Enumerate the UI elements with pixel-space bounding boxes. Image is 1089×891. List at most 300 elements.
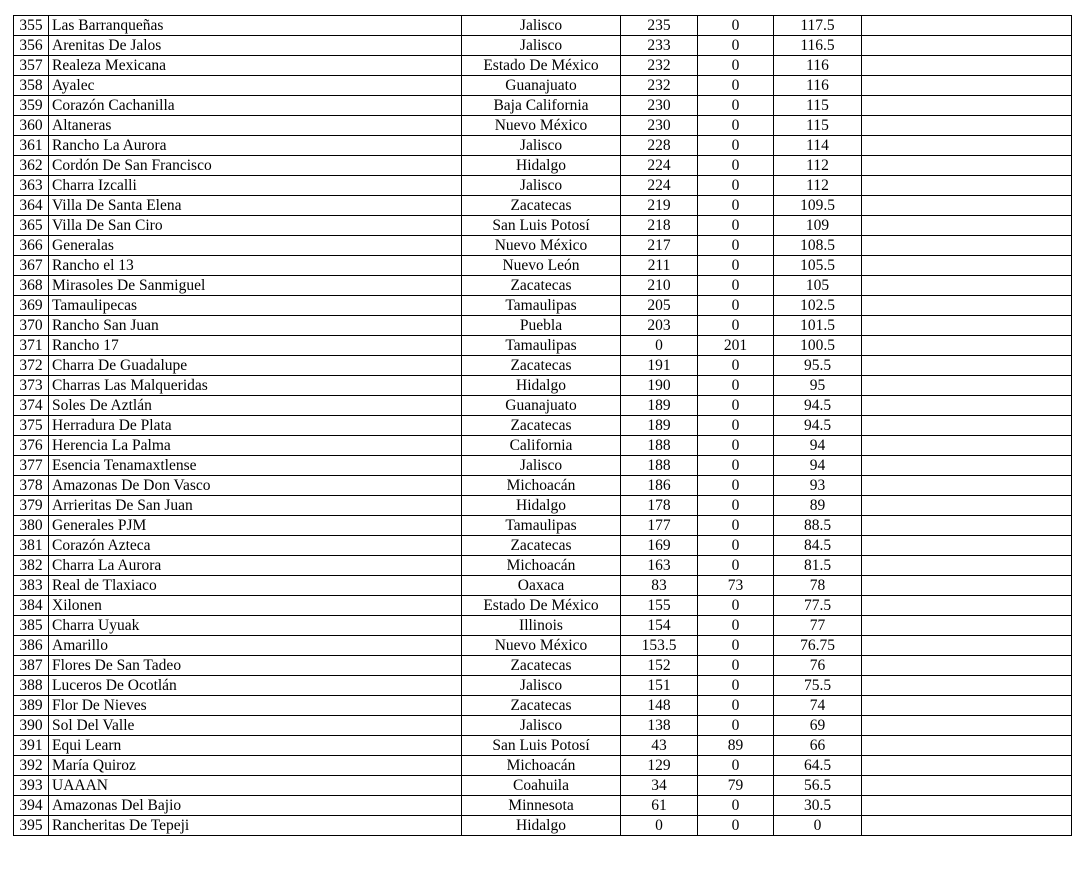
points-b-cell: 0: [698, 416, 774, 436]
points-b-cell: 0: [698, 136, 774, 156]
state-cell: Hidalgo: [462, 156, 621, 176]
empty-cell: [862, 336, 1072, 356]
table-row: [14, 556, 1072, 576]
empty-cell: [862, 496, 1072, 516]
team-name-cell: Amazonas Del Bajio: [49, 796, 462, 816]
rank-cell: 383: [14, 576, 49, 596]
points-a-cell: 235: [621, 16, 698, 36]
points-b-cell: 0: [698, 716, 774, 736]
state-cell: Estado De México: [462, 596, 621, 616]
points-a-cell: 219: [621, 196, 698, 216]
total-cell: 115: [774, 96, 862, 116]
points-b-cell: 0: [698, 316, 774, 336]
rank-cell: 376: [14, 436, 49, 456]
empty-cell: [862, 816, 1072, 836]
empty-cell: [862, 116, 1072, 136]
empty-cell: [862, 96, 1072, 116]
team-name-cell: Corazón Cachanilla: [49, 96, 462, 116]
team-name-cell: Villa De Santa Elena: [49, 196, 462, 216]
total-cell: 81.5: [774, 556, 862, 576]
empty-cell: [862, 296, 1072, 316]
table-row: [14, 96, 1072, 116]
table-row: [14, 636, 1072, 656]
state-cell: San Luis Potosí: [462, 736, 621, 756]
team-name-cell: Xilonen: [49, 596, 462, 616]
points-a-cell: 211: [621, 256, 698, 276]
points-b-cell: 0: [698, 816, 774, 836]
table-row: [14, 116, 1072, 136]
team-name-cell: Villa De San Ciro: [49, 216, 462, 236]
points-a-cell: 188: [621, 456, 698, 476]
table-row: [14, 196, 1072, 216]
team-name-cell: Equi Learn: [49, 736, 462, 756]
points-a-cell: 230: [621, 116, 698, 136]
empty-cell: [862, 476, 1072, 496]
points-a-cell: 232: [621, 56, 698, 76]
rank-cell: 370: [14, 316, 49, 336]
table-row: [14, 176, 1072, 196]
points-a-cell: 129: [621, 756, 698, 776]
points-b-cell: 0: [698, 156, 774, 176]
total-cell: 0: [774, 816, 862, 836]
empty-cell: [862, 556, 1072, 576]
points-a-cell: 152: [621, 656, 698, 676]
state-cell: Illinois: [462, 616, 621, 636]
state-cell: Baja California: [462, 96, 621, 116]
empty-cell: [862, 676, 1072, 696]
state-cell: Tamaulipas: [462, 336, 621, 356]
rank-cell: 362: [14, 156, 49, 176]
state-cell: Tamaulipas: [462, 296, 621, 316]
state-cell: Oaxaca: [462, 576, 621, 596]
rank-cell: 365: [14, 216, 49, 236]
points-a-cell: 217: [621, 236, 698, 256]
rank-cell: 373: [14, 376, 49, 396]
total-cell: 69: [774, 716, 862, 736]
empty-cell: [862, 776, 1072, 796]
state-cell: Nuevo México: [462, 116, 621, 136]
table-row: [14, 216, 1072, 236]
state-cell: Nuevo México: [462, 636, 621, 656]
points-b-cell: 0: [698, 796, 774, 816]
points-a-cell: 232: [621, 76, 698, 96]
points-b-cell: 0: [698, 56, 774, 76]
state-cell: Jalisco: [462, 456, 621, 476]
rank-cell: 394: [14, 796, 49, 816]
rank-cell: 381: [14, 536, 49, 556]
empty-cell: [862, 756, 1072, 776]
points-a-cell: 138: [621, 716, 698, 736]
rank-cell: 371: [14, 336, 49, 356]
points-b-cell: 0: [698, 636, 774, 656]
total-cell: 94.5: [774, 416, 862, 436]
empty-cell: [862, 736, 1072, 756]
points-a-cell: 228: [621, 136, 698, 156]
rank-cell: 361: [14, 136, 49, 156]
points-a-cell: 188: [621, 436, 698, 456]
table-row: [14, 756, 1072, 776]
rank-cell: 366: [14, 236, 49, 256]
team-name-cell: Mirasoles De Sanmiguel: [49, 276, 462, 296]
empty-cell: [862, 536, 1072, 556]
state-cell: Minnesota: [462, 796, 621, 816]
state-cell: Jalisco: [462, 176, 621, 196]
rank-cell: 377: [14, 456, 49, 476]
team-name-cell: Sol Del Valle: [49, 716, 462, 736]
total-cell: 100.5: [774, 336, 862, 356]
rank-cell: 364: [14, 196, 49, 216]
points-a-cell: 83: [621, 576, 698, 596]
state-cell: Puebla: [462, 316, 621, 336]
state-cell: Zacatecas: [462, 196, 621, 216]
team-name-cell: UAAAN: [49, 776, 462, 796]
state-cell: Jalisco: [462, 716, 621, 736]
team-name-cell: Arenitas De Jalos: [49, 36, 462, 56]
total-cell: 116: [774, 56, 862, 76]
rank-cell: 358: [14, 76, 49, 96]
table-row: [14, 736, 1072, 756]
points-b-cell: 0: [698, 276, 774, 296]
total-cell: 94: [774, 436, 862, 456]
total-cell: 109: [774, 216, 862, 236]
rank-cell: 356: [14, 36, 49, 56]
total-cell: 88.5: [774, 516, 862, 536]
points-b-cell: 0: [698, 356, 774, 376]
rank-cell: 380: [14, 516, 49, 536]
points-b-cell: 0: [698, 596, 774, 616]
table-row: [14, 256, 1072, 276]
rank-cell: 360: [14, 116, 49, 136]
points-a-cell: 169: [621, 536, 698, 556]
state-cell: California: [462, 436, 621, 456]
rank-cell: 368: [14, 276, 49, 296]
rank-cell: 374: [14, 396, 49, 416]
rank-cell: 369: [14, 296, 49, 316]
total-cell: 78: [774, 576, 862, 596]
empty-cell: [862, 16, 1072, 36]
team-name-cell: Charra La Aurora: [49, 556, 462, 576]
total-cell: 112: [774, 176, 862, 196]
rank-cell: 387: [14, 656, 49, 676]
team-name-cell: Tamaulipecas: [49, 296, 462, 316]
state-cell: Estado De México: [462, 56, 621, 76]
team-name-cell: Charras Las Malqueridas: [49, 376, 462, 396]
rank-cell: 359: [14, 96, 49, 116]
points-b-cell: 0: [698, 616, 774, 636]
rank-cell: 375: [14, 416, 49, 436]
total-cell: 116: [774, 76, 862, 96]
state-cell: San Luis Potosí: [462, 216, 621, 236]
table-row: [14, 376, 1072, 396]
points-a-cell: 177: [621, 516, 698, 536]
table-row: [14, 596, 1072, 616]
team-name-cell: Esencia Tenamaxtlense: [49, 456, 462, 476]
rank-cell: 357: [14, 56, 49, 76]
points-b-cell: 0: [698, 456, 774, 476]
total-cell: 101.5: [774, 316, 862, 336]
total-cell: 95: [774, 376, 862, 396]
rank-cell: 367: [14, 256, 49, 276]
team-name-cell: Rancho San Juan: [49, 316, 462, 336]
total-cell: 77.5: [774, 596, 862, 616]
table-body: [14, 16, 1072, 836]
points-b-cell: 73: [698, 576, 774, 596]
team-name-cell: Luceros De Ocotlán: [49, 676, 462, 696]
total-cell: 56.5: [774, 776, 862, 796]
table-row: [14, 456, 1072, 476]
table-row: [14, 696, 1072, 716]
state-cell: Zacatecas: [462, 416, 621, 436]
rank-cell: 363: [14, 176, 49, 196]
points-a-cell: 224: [621, 156, 698, 176]
total-cell: 74: [774, 696, 862, 716]
total-cell: 93: [774, 476, 862, 496]
points-a-cell: 43: [621, 736, 698, 756]
points-b-cell: 0: [698, 256, 774, 276]
team-name-cell: Soles De Aztlán: [49, 396, 462, 416]
points-a-cell: 186: [621, 476, 698, 496]
team-name-cell: Real de Tlaxiaco: [49, 576, 462, 596]
total-cell: 109.5: [774, 196, 862, 216]
state-cell: Hidalgo: [462, 496, 621, 516]
points-a-cell: 189: [621, 416, 698, 436]
team-name-cell: Las Barranqueñas: [49, 16, 462, 36]
state-cell: Tamaulipas: [462, 516, 621, 536]
state-cell: Zacatecas: [462, 356, 621, 376]
points-b-cell: 0: [698, 536, 774, 556]
points-b-cell: 0: [698, 676, 774, 696]
empty-cell: [862, 256, 1072, 276]
table-row: [14, 776, 1072, 796]
team-name-cell: Realeza Mexicana: [49, 56, 462, 76]
points-a-cell: 0: [621, 336, 698, 356]
total-cell: 115: [774, 116, 862, 136]
state-cell: Michoacán: [462, 556, 621, 576]
team-name-cell: Rancho 17: [49, 336, 462, 356]
team-name-cell: Charra Uyuak: [49, 616, 462, 636]
team-name-cell: Amazonas De Don Vasco: [49, 476, 462, 496]
table-row: [14, 296, 1072, 316]
points-b-cell: 201: [698, 336, 774, 356]
empty-cell: [862, 796, 1072, 816]
points-a-cell: 148: [621, 696, 698, 716]
points-b-cell: 0: [698, 116, 774, 136]
empty-cell: [862, 356, 1072, 376]
total-cell: 95.5: [774, 356, 862, 376]
team-name-cell: Flores De San Tadeo: [49, 656, 462, 676]
points-b-cell: 0: [698, 376, 774, 396]
state-cell: Hidalgo: [462, 816, 621, 836]
total-cell: 108.5: [774, 236, 862, 256]
empty-cell: [862, 616, 1072, 636]
points-b-cell: 0: [698, 496, 774, 516]
empty-cell: [862, 516, 1072, 536]
points-a-cell: 190: [621, 376, 698, 396]
rank-cell: 392: [14, 756, 49, 776]
points-a-cell: 155: [621, 596, 698, 616]
rank-cell: 395: [14, 816, 49, 836]
empty-cell: [862, 456, 1072, 476]
total-cell: 30.5: [774, 796, 862, 816]
points-b-cell: 0: [698, 196, 774, 216]
table-row: [14, 816, 1072, 836]
empty-cell: [862, 316, 1072, 336]
table-row: [14, 36, 1072, 56]
empty-cell: [862, 136, 1072, 156]
empty-cell: [862, 236, 1072, 256]
state-cell: Zacatecas: [462, 696, 621, 716]
points-a-cell: 153.5: [621, 636, 698, 656]
rank-cell: 382: [14, 556, 49, 576]
empty-cell: [862, 436, 1072, 456]
points-b-cell: 0: [698, 756, 774, 776]
total-cell: 66: [774, 736, 862, 756]
team-name-cell: Amarillo: [49, 636, 462, 656]
points-a-cell: 189: [621, 396, 698, 416]
table-row: [14, 676, 1072, 696]
team-name-cell: Flor De Nieves: [49, 696, 462, 716]
table-row: [14, 56, 1072, 76]
table-row: [14, 576, 1072, 596]
table-row: [14, 396, 1072, 416]
table-row: [14, 356, 1072, 376]
points-b-cell: 0: [698, 16, 774, 36]
total-cell: 112: [774, 156, 862, 176]
rank-cell: 390: [14, 716, 49, 736]
state-cell: Zacatecas: [462, 536, 621, 556]
rank-cell: 393: [14, 776, 49, 796]
rank-cell: 385: [14, 616, 49, 636]
points-b-cell: 79: [698, 776, 774, 796]
points-a-cell: 224: [621, 176, 698, 196]
points-b-cell: 0: [698, 476, 774, 496]
team-name-cell: Ayalec: [49, 76, 462, 96]
rank-cell: 389: [14, 696, 49, 716]
points-b-cell: 0: [698, 36, 774, 56]
empty-cell: [862, 656, 1072, 676]
table-row: [14, 516, 1072, 536]
table-row: [14, 236, 1072, 256]
points-a-cell: 191: [621, 356, 698, 376]
total-cell: 89: [774, 496, 862, 516]
team-name-cell: Herencia La Palma: [49, 436, 462, 456]
points-b-cell: 0: [698, 236, 774, 256]
rank-cell: 379: [14, 496, 49, 516]
total-cell: 64.5: [774, 756, 862, 776]
table-row: [14, 476, 1072, 496]
team-name-cell: Herradura De Plata: [49, 416, 462, 436]
total-cell: 105.5: [774, 256, 862, 276]
table-row: [14, 136, 1072, 156]
rank-cell: 355: [14, 16, 49, 36]
team-name-cell: Charra Izcalli: [49, 176, 462, 196]
empty-cell: [862, 36, 1072, 56]
empty-cell: [862, 156, 1072, 176]
points-b-cell: 0: [698, 296, 774, 316]
empty-cell: [862, 196, 1072, 216]
team-name-cell: Generales PJM: [49, 516, 462, 536]
empty-cell: [862, 716, 1072, 736]
team-name-cell: Rancho el 13: [49, 256, 462, 276]
team-name-cell: Arrieritas De San Juan: [49, 496, 462, 516]
points-b-cell: 0: [698, 516, 774, 536]
state-cell: Jalisco: [462, 136, 621, 156]
rank-cell: 372: [14, 356, 49, 376]
empty-cell: [862, 56, 1072, 76]
points-a-cell: 230: [621, 96, 698, 116]
state-cell: Zacatecas: [462, 656, 621, 676]
empty-cell: [862, 76, 1072, 96]
state-cell: Zacatecas: [462, 276, 621, 296]
empty-cell: [862, 416, 1072, 436]
points-a-cell: 233: [621, 36, 698, 56]
table-row: [14, 436, 1072, 456]
points-a-cell: 151: [621, 676, 698, 696]
state-cell: Jalisco: [462, 16, 621, 36]
state-cell: Nuevo León: [462, 256, 621, 276]
table-row: [14, 156, 1072, 176]
table-row: [14, 16, 1072, 36]
points-b-cell: 0: [698, 556, 774, 576]
state-cell: Jalisco: [462, 676, 621, 696]
total-cell: 75.5: [774, 676, 862, 696]
state-cell: Michoacán: [462, 756, 621, 776]
points-a-cell: 154: [621, 616, 698, 636]
state-cell: Coahuila: [462, 776, 621, 796]
points-b-cell: 0: [698, 436, 774, 456]
team-name-cell: Charra De Guadalupe: [49, 356, 462, 376]
empty-cell: [862, 376, 1072, 396]
total-cell: 94.5: [774, 396, 862, 416]
rank-cell: 388: [14, 676, 49, 696]
rank-cell: 386: [14, 636, 49, 656]
team-name-cell: Rancheritas De Tepeji: [49, 816, 462, 836]
table-row: [14, 616, 1072, 636]
team-name-cell: Altaneras: [49, 116, 462, 136]
points-a-cell: 178: [621, 496, 698, 516]
team-name-cell: Corazón Azteca: [49, 536, 462, 556]
empty-cell: [862, 216, 1072, 236]
total-cell: 76.75: [774, 636, 862, 656]
rank-cell: 391: [14, 736, 49, 756]
points-a-cell: 203: [621, 316, 698, 336]
total-cell: 76: [774, 656, 862, 676]
points-b-cell: 89: [698, 736, 774, 756]
total-cell: 77: [774, 616, 862, 636]
ranking-table: [13, 15, 1072, 836]
state-cell: Nuevo México: [462, 236, 621, 256]
points-b-cell: 0: [698, 76, 774, 96]
state-cell: Michoacán: [462, 476, 621, 496]
points-a-cell: 218: [621, 216, 698, 236]
points-b-cell: 0: [698, 176, 774, 196]
team-name-cell: María Quiroz: [49, 756, 462, 776]
empty-cell: [862, 576, 1072, 596]
table-row: [14, 276, 1072, 296]
state-cell: Guanajuato: [462, 396, 621, 416]
empty-cell: [862, 696, 1072, 716]
team-name-cell: Generalas: [49, 236, 462, 256]
table-row: [14, 316, 1072, 336]
state-cell: Guanajuato: [462, 76, 621, 96]
points-b-cell: 0: [698, 396, 774, 416]
points-b-cell: 0: [698, 656, 774, 676]
team-name-cell: Cordón De San Francisco: [49, 156, 462, 176]
points-a-cell: 0: [621, 816, 698, 836]
total-cell: 94: [774, 456, 862, 476]
team-name-cell: Rancho La Aurora: [49, 136, 462, 156]
table-row: [14, 716, 1072, 736]
